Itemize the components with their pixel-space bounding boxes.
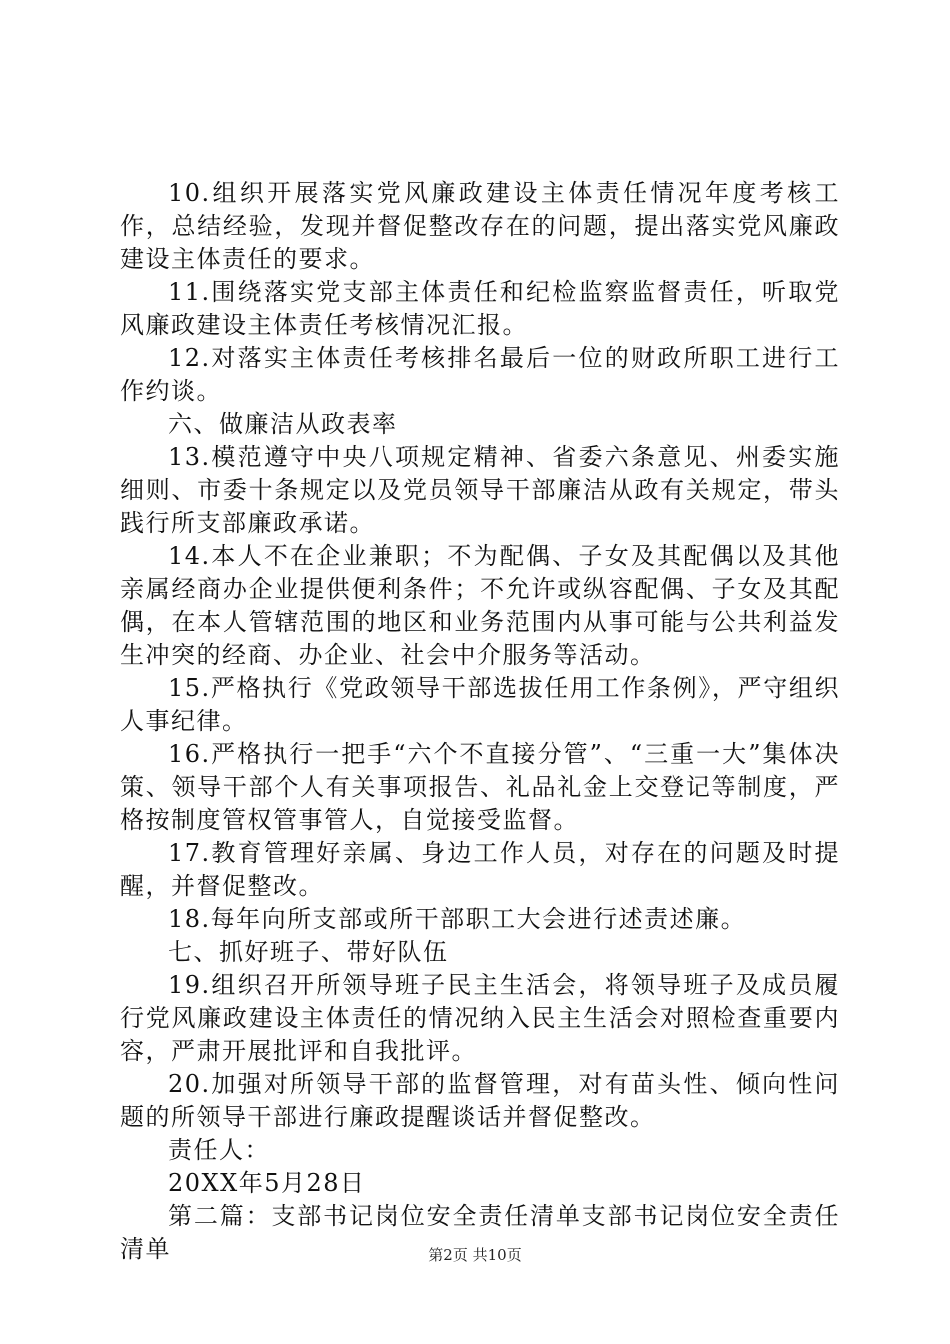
page-number-footer: 第2页 共10页	[428, 1246, 522, 1264]
paragraph-item-12: 12.对落实主体责任考核排名最后一位的财政所职工进行工作约谈。	[120, 344, 840, 405]
paragraph-item-19: 19.组织召开所领导班子民主生活会，将领导班子及成员履行党风廉政建设主体责任的情况纳入民主生活会对照检查重要内容，严肃开展批评和自我批评。	[120, 971, 840, 1065]
paragraph-item-17: 17.教育管理好亲属、身边工作人员，对存在的问题及时提醒，并督促整改。	[120, 839, 840, 900]
paragraph-item-15: 15.严格执行《党政领导干部选拔任用工作条例》，严守组织人事纪律。	[120, 674, 840, 735]
document-date: 20XX年5月28日	[168, 1169, 366, 1197]
paragraph-item-20: 20.加强对所领导干部的监督管理，对有苗头性、倾向性问题的所领导干部进行廉政提醒谈话并督促整改。	[120, 1070, 840, 1131]
paragraph-item-10: 10.组织开展落实党风廉政建设主体责任情况年度考核工作，总结经验，发现并督促整改存在的问题，提出落实党风廉政建设主体责任的要求。	[120, 179, 840, 273]
paragraph-item-18: 18.每年向所支部或所干部职工大会进行述责述廉。	[168, 905, 747, 933]
section-heading-six: 六、做廉洁从政表率	[168, 410, 398, 438]
document-body	[120, 177, 840, 1266]
responsible-person-label: 责任人：	[168, 1136, 270, 1164]
paragraph-item-14: 14.本人不在企业兼职；不为配偶、子女及其配偶以及其他亲属经商办企业提供便利条件；不允许或纵容配偶、子女及其配偶，在本人管辖范围的地区和业务范围内从事可能与公共利益发生冲突的经商、办企业、社会中介服务等活动。	[120, 542, 840, 669]
paragraph-item-13: 13.模范遵守中央八项规定精神、省委六条意见、州委实施细则、市委十条规定以及党员领导干部廉洁从政有关规定，带头践行所支部廉政承诺。	[120, 443, 840, 537]
next-chapter-title: 第二篇：支部书记岗位安全责任清单支部书记岗位安全责任清单	[120, 1202, 840, 1263]
paragraph-item-11: 11.围绕落实党支部主体责任和纪检监察监督责任，听取党风廉政建设主体责任考核情况汇报。	[120, 278, 840, 339]
paragraph-item-16: 16.严格执行一把手“六个不直接分管”、“三重一大”集体决策、领导干部个人有关事项报告、礼品礼金上交登记等制度，严格按制度管权管事管人，自觉接受监督。	[120, 740, 840, 834]
section-heading-seven: 七、抓好班子、带好队伍	[168, 938, 449, 966]
